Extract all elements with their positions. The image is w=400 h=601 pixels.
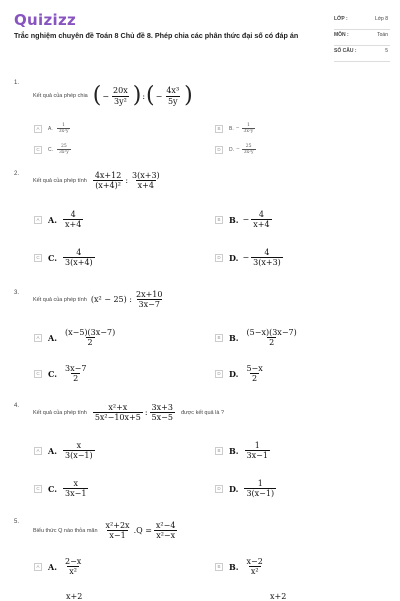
option-box[interactable]: B xyxy=(215,216,223,224)
math-expression xyxy=(91,290,167,309)
option-label: A. xyxy=(48,125,53,132)
question-text: Kết quả của phép tính xyxy=(33,409,87,416)
fraction xyxy=(63,441,95,460)
option-label: D. xyxy=(229,368,239,379)
option-box[interactable]: A xyxy=(34,563,42,571)
option-label: A. xyxy=(48,445,57,456)
option-label: A. xyxy=(48,214,57,225)
fraction xyxy=(150,403,175,422)
fraction xyxy=(63,364,88,383)
option-label: D. xyxy=(229,483,239,494)
option-expression xyxy=(242,479,278,498)
fraction xyxy=(57,144,71,155)
option-box[interactable]: A xyxy=(34,216,42,224)
option-label: D. xyxy=(229,146,234,153)
numerator: (x−5)(3x−7) xyxy=(65,328,116,337)
denominator: 3x²y xyxy=(59,150,69,156)
option-expression xyxy=(61,441,97,460)
denominator: 3y² xyxy=(113,96,127,106)
denominator: 2 xyxy=(87,338,93,348)
option-label: C. xyxy=(48,483,58,494)
numerator: 1 xyxy=(246,123,250,128)
option-expression xyxy=(61,248,97,267)
option-label: B. xyxy=(229,561,239,572)
denominator: x+4 xyxy=(253,220,270,230)
option-a[interactable] xyxy=(34,123,72,134)
math-term: .Q = xyxy=(133,526,152,536)
meta-value: Toán xyxy=(377,32,388,38)
paren-open: ( xyxy=(92,83,102,108)
numerator: 3(x+3) xyxy=(132,171,160,180)
numerator: 1 xyxy=(254,441,260,450)
option-label: C. xyxy=(48,146,53,153)
numerator: 4 xyxy=(264,248,270,257)
option-box[interactable]: A xyxy=(34,447,42,455)
denominator: 3x−1 xyxy=(65,489,87,499)
fraction xyxy=(245,328,299,347)
question-stem xyxy=(33,521,179,540)
denominator: 2 xyxy=(269,338,275,348)
numerator: (5−x)(3x−7) xyxy=(246,328,297,337)
denominator: x+4 xyxy=(137,181,154,191)
option-box[interactable]: D xyxy=(215,254,223,262)
option-c[interactable] xyxy=(34,248,97,267)
meta-row-count xyxy=(334,46,390,62)
numerator: 2−x xyxy=(65,557,82,566)
numerator: 3x−7 xyxy=(65,364,87,373)
fraction xyxy=(57,123,71,134)
option-expression xyxy=(61,210,85,229)
question-stem xyxy=(33,171,164,190)
paren-open: ( xyxy=(146,83,155,108)
minus-sign: − xyxy=(236,147,240,153)
option-c[interactable] xyxy=(34,364,90,383)
numerator: x−2 xyxy=(246,557,263,566)
denominator: 3(x+4) xyxy=(65,258,93,268)
question-number: 2. xyxy=(14,171,20,177)
fraction xyxy=(130,171,162,190)
denominator: 2 xyxy=(73,374,79,384)
minus-sign: − xyxy=(242,215,250,225)
fraction xyxy=(251,248,283,267)
denominator: 3(x+3) xyxy=(253,258,281,268)
option-c[interactable] xyxy=(34,144,73,155)
fraction xyxy=(242,123,256,134)
denominator: 3x−1 xyxy=(246,451,268,461)
numerator: 1 xyxy=(257,479,263,488)
option-box[interactable]: C xyxy=(34,370,42,378)
option-expression xyxy=(61,364,90,383)
option-label: B. xyxy=(229,332,239,343)
option-label: C. xyxy=(48,252,58,263)
option-a[interactable] xyxy=(34,210,85,229)
option-a[interactable] xyxy=(34,557,85,576)
worksheet-title: Trắc nghiệm chuyên đề Toán 8 Chủ đề 8. Phép chia các phân thức đại số có đáp án xyxy=(14,31,299,40)
option-box[interactable]: D xyxy=(215,370,223,378)
option-a[interactable] xyxy=(34,328,119,347)
question-number: 4. xyxy=(14,403,20,409)
numerator: x²−4 xyxy=(155,521,176,530)
option-label: A. xyxy=(48,332,57,343)
meta-key: MÔN : xyxy=(334,32,349,38)
denominator: x−1 xyxy=(109,531,126,541)
option-b[interactable] xyxy=(215,557,267,576)
denominator: 3x²y xyxy=(243,129,254,135)
minus-sign: − xyxy=(155,91,163,101)
meta-key: SỐ CÂU : xyxy=(334,48,357,54)
quizizz-logo: Quizizz xyxy=(14,11,77,29)
colon-operator: : xyxy=(142,91,146,101)
question-stem xyxy=(33,85,194,107)
denominator: 3x−7 xyxy=(138,300,160,310)
fraction xyxy=(245,557,265,576)
option-d[interactable] xyxy=(215,479,278,498)
paren-close: ) xyxy=(184,83,193,108)
numerator: x²+2x xyxy=(105,521,130,530)
fraction xyxy=(104,521,132,540)
fraction xyxy=(244,479,276,498)
question-stem xyxy=(33,403,224,422)
fraction xyxy=(93,403,143,422)
fraction xyxy=(154,521,178,540)
option-label: B. xyxy=(229,214,239,225)
paren-close: ) xyxy=(132,83,142,108)
denominator: x+4 xyxy=(65,220,82,230)
colon-operator: : xyxy=(125,176,129,186)
numerator: x xyxy=(76,441,82,450)
meta-value: Lớp 8 xyxy=(374,16,388,22)
fraction xyxy=(63,248,95,267)
question-number: 1. xyxy=(14,80,20,86)
question-suffix: được kết quả là ? xyxy=(180,409,225,416)
denominator: x² xyxy=(250,567,259,577)
denominator: 5y xyxy=(167,96,178,106)
option-expression xyxy=(61,557,85,576)
fraction xyxy=(251,210,271,229)
denominator: 3x²y xyxy=(243,150,254,156)
fraction xyxy=(63,479,88,498)
minus-sign: − xyxy=(235,126,240,132)
numerator: 4x+12 xyxy=(94,171,122,180)
fraction xyxy=(164,86,181,105)
math-expression xyxy=(92,85,194,107)
question-text: Kết quả của phép tính xyxy=(33,177,87,184)
option-d[interactable] xyxy=(215,248,285,267)
math-expression xyxy=(91,171,164,190)
fraction xyxy=(134,290,164,309)
math-expression xyxy=(102,521,180,540)
option-d[interactable] xyxy=(215,144,258,155)
option-box[interactable]: A xyxy=(34,125,42,133)
numerator: 25 xyxy=(245,144,252,149)
meta-row-grade xyxy=(334,14,390,30)
numerator: 5−x xyxy=(246,364,263,373)
option-b[interactable] xyxy=(215,210,274,229)
fraction xyxy=(111,86,130,105)
colon-operator: : xyxy=(144,408,148,418)
numerator: 4 xyxy=(258,210,264,219)
question-text: Kết quả của phép chia xyxy=(33,93,88,99)
fraction xyxy=(244,364,264,383)
question-text: Kết quả của phép tính xyxy=(33,296,87,303)
option-d[interactable] xyxy=(215,364,267,383)
option-b[interactable] xyxy=(215,328,301,347)
option-expression xyxy=(243,210,274,229)
option-expression xyxy=(242,248,284,267)
question-stem xyxy=(33,290,166,309)
fraction xyxy=(245,441,270,460)
option-expression xyxy=(61,479,90,498)
option-c-partial: x+2 xyxy=(66,592,83,601)
fraction xyxy=(63,328,117,347)
option-expression xyxy=(236,123,258,134)
numerator: x²+x xyxy=(108,403,128,412)
numerator: 3x+3 xyxy=(151,403,173,412)
option-label: C. xyxy=(48,368,58,379)
option-b[interactable] xyxy=(215,123,257,134)
numerator: 20x xyxy=(113,86,128,96)
option-expression xyxy=(236,144,258,155)
meta-panel xyxy=(334,14,390,62)
option-label: B. xyxy=(229,445,239,456)
meta-value: 5 xyxy=(385,48,388,54)
denominator: 5x−5 xyxy=(151,413,173,423)
option-box[interactable]: D xyxy=(215,485,223,493)
option-box[interactable]: A xyxy=(34,334,42,342)
denominator: 3(x−1) xyxy=(246,489,275,499)
math-term: (x² − 25) : xyxy=(90,295,132,305)
denominator: (x+4)² xyxy=(95,181,121,191)
option-box[interactable]: C xyxy=(34,254,42,262)
minus-sign: − xyxy=(242,253,250,263)
question-text: Biểu thức Q nào thỏa mãn xyxy=(33,527,98,534)
denominator: 5x²−10x+5 xyxy=(94,413,141,423)
numerator: 25 xyxy=(61,144,67,149)
fraction xyxy=(63,557,83,576)
option-expression xyxy=(242,364,266,383)
option-box[interactable]: B xyxy=(215,563,223,571)
question-number: 3. xyxy=(14,290,20,296)
option-b[interactable] xyxy=(215,441,272,460)
option-box[interactable]: C xyxy=(34,485,42,493)
numerator: 1 xyxy=(62,123,66,128)
option-expression xyxy=(243,557,267,576)
meta-key: LỚP : xyxy=(334,16,348,22)
option-box[interactable]: B xyxy=(215,334,223,342)
denominator: x² xyxy=(69,567,78,577)
numerator: 4 xyxy=(76,248,82,257)
denominator: 3(x−1) xyxy=(65,451,93,461)
denominator: x²−x xyxy=(156,531,176,541)
fraction xyxy=(242,144,256,155)
option-a[interactable] xyxy=(34,441,97,460)
numerator: 4x³ xyxy=(166,86,180,96)
numerator: 2x+10 xyxy=(136,290,163,299)
option-label: A. xyxy=(48,561,57,572)
denominator: 2 xyxy=(252,374,258,384)
meta-row-subject xyxy=(334,30,390,46)
question-number: 5. xyxy=(14,519,20,525)
option-c[interactable] xyxy=(34,479,90,498)
option-label: D. xyxy=(229,252,239,263)
option-d-partial: x+2 xyxy=(270,592,287,601)
option-box[interactable]: D xyxy=(215,146,223,154)
denominator: 3x²y xyxy=(58,129,69,135)
option-expression xyxy=(61,328,119,347)
fraction xyxy=(93,171,123,190)
numerator: x xyxy=(73,479,78,488)
math-expression xyxy=(91,403,177,422)
option-box[interactable]: B xyxy=(215,125,223,133)
option-box[interactable]: B xyxy=(215,447,223,455)
option-expression xyxy=(55,123,73,134)
numerator: 4 xyxy=(70,210,76,219)
option-expression xyxy=(55,144,73,155)
minus-sign: − xyxy=(102,91,110,101)
option-label: B. xyxy=(229,125,234,132)
option-expression xyxy=(243,441,272,460)
fraction xyxy=(63,210,83,229)
option-box[interactable]: C xyxy=(34,146,42,154)
option-expression xyxy=(243,328,301,347)
